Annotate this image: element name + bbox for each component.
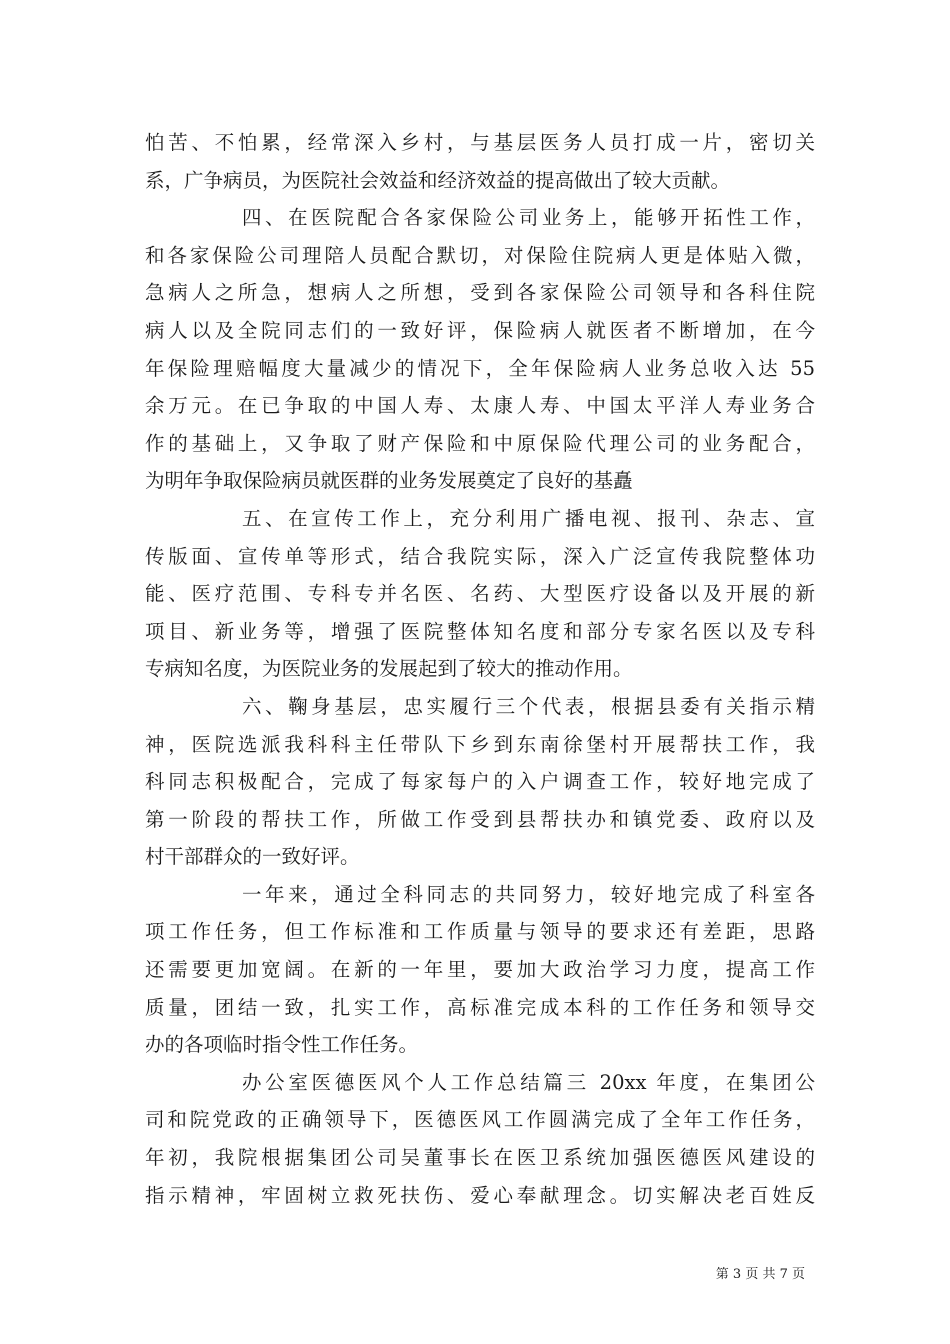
- text-line: 传版面、宣传单等形式，结合我院实际，深入广泛宣传我院整体功: [145, 544, 815, 568]
- text-line: 系，广争病员，为医院社会效益和经济效益的提高做出了较大贡献。: [145, 168, 731, 192]
- text-line: 村干部群众的一致好评。: [145, 845, 360, 869]
- text-line: 质量，团结一致，扎实工作，高标准完成本科的工作任务和领导交: [145, 995, 815, 1019]
- text-line: 和各家保险公司理陪人员配合默切，对保险住院病人更是体贴入微，: [145, 243, 815, 267]
- text-line: 还需要更加宽阔。在新的一年里，要加大政治学习力度，提高工作: [145, 958, 815, 982]
- text-line: 第一阶段的帮扶工作，所做工作受到县帮扶办和镇党委、政府以及: [145, 807, 815, 831]
- text-line: 病人以及全院同志们的一致好评，保险病人就医者不断增加，在今: [145, 318, 815, 342]
- paragraph-start-line: 一年来，通过全科同志的共同努力，较好地完成了科室各: [242, 882, 815, 906]
- text-line: 办的各项临时指令性工作任务。: [145, 1033, 419, 1057]
- text-line: 年初，我院根据集团公司吴董事长在医卫系统加强医德医风建设的: [145, 1146, 815, 1170]
- paragraph-start-line: 四、在医院配合各家保险公司业务上，能够开拓性工作，: [242, 206, 815, 230]
- page-number-footer: 第 3 页 共 7 页: [715, 1267, 805, 1282]
- text-line: 项工作任务，但工作标准和工作质量与领导的要求还有差距，思路: [145, 920, 815, 944]
- text-line: 项目、新业务等，增强了医院整体知名度和部分专家名医以及专科: [145, 619, 815, 643]
- text-line: 科同志积极配合，完成了每家每户的入户调查工作，较好地完成了: [145, 770, 815, 794]
- text-line: 年保险理赔幅度大量减少的情况下，全年保险病人业务总收入达 55: [145, 356, 815, 380]
- text-line: 能、医疗范围、专科专并名医、名药、大型医疗设备以及开展的新: [145, 582, 815, 606]
- text-line: 神，医院选派我科科主任带队下乡到东南徐堡村开展帮扶工作，我: [145, 732, 815, 756]
- text-line: 指示精神，牢固树立救死扶伤、爱心奉献理念。切实解决老百姓反: [145, 1183, 815, 1207]
- text-line: 作的基础上，又争取了财产保险和中原保险代理公司的业务配合，: [145, 431, 815, 455]
- text-line: 余万元。在已争取的中国人寿、太康人寿、中国太平洋人寿业务合: [145, 394, 815, 418]
- document-body: [145, 124, 815, 1214]
- text-line: 急病人之所急，想病人之所想，受到各家保险公司领导和各科住院: [145, 281, 815, 305]
- text-line: 怕苦、不怕累，经常深入乡村，与基层医务人员打成一片，密切关: [145, 131, 815, 154]
- text-line: 司和院党政的正确领导下，医德医风工作圆满完成了全年工作任务，: [145, 1108, 815, 1132]
- text-line: 为明年争取保险病员就医群的业务发展奠定了良好的基矗: [145, 469, 633, 493]
- paragraph-start-line: 五、在宣传工作上，充分利用广播电视、报刊、杂志、宣: [242, 506, 815, 530]
- text-line: 专病知名度，为医院业务的发展起到了较大的推动作用。: [145, 657, 633, 681]
- paragraph-start-line: 六、鞠身基层，忠实履行三个代表，根据县委有关指示精: [242, 694, 815, 718]
- paragraph-start-line: 办公室医德医风个人工作总结篇三 20xx 年度，在集团公: [242, 1070, 815, 1094]
